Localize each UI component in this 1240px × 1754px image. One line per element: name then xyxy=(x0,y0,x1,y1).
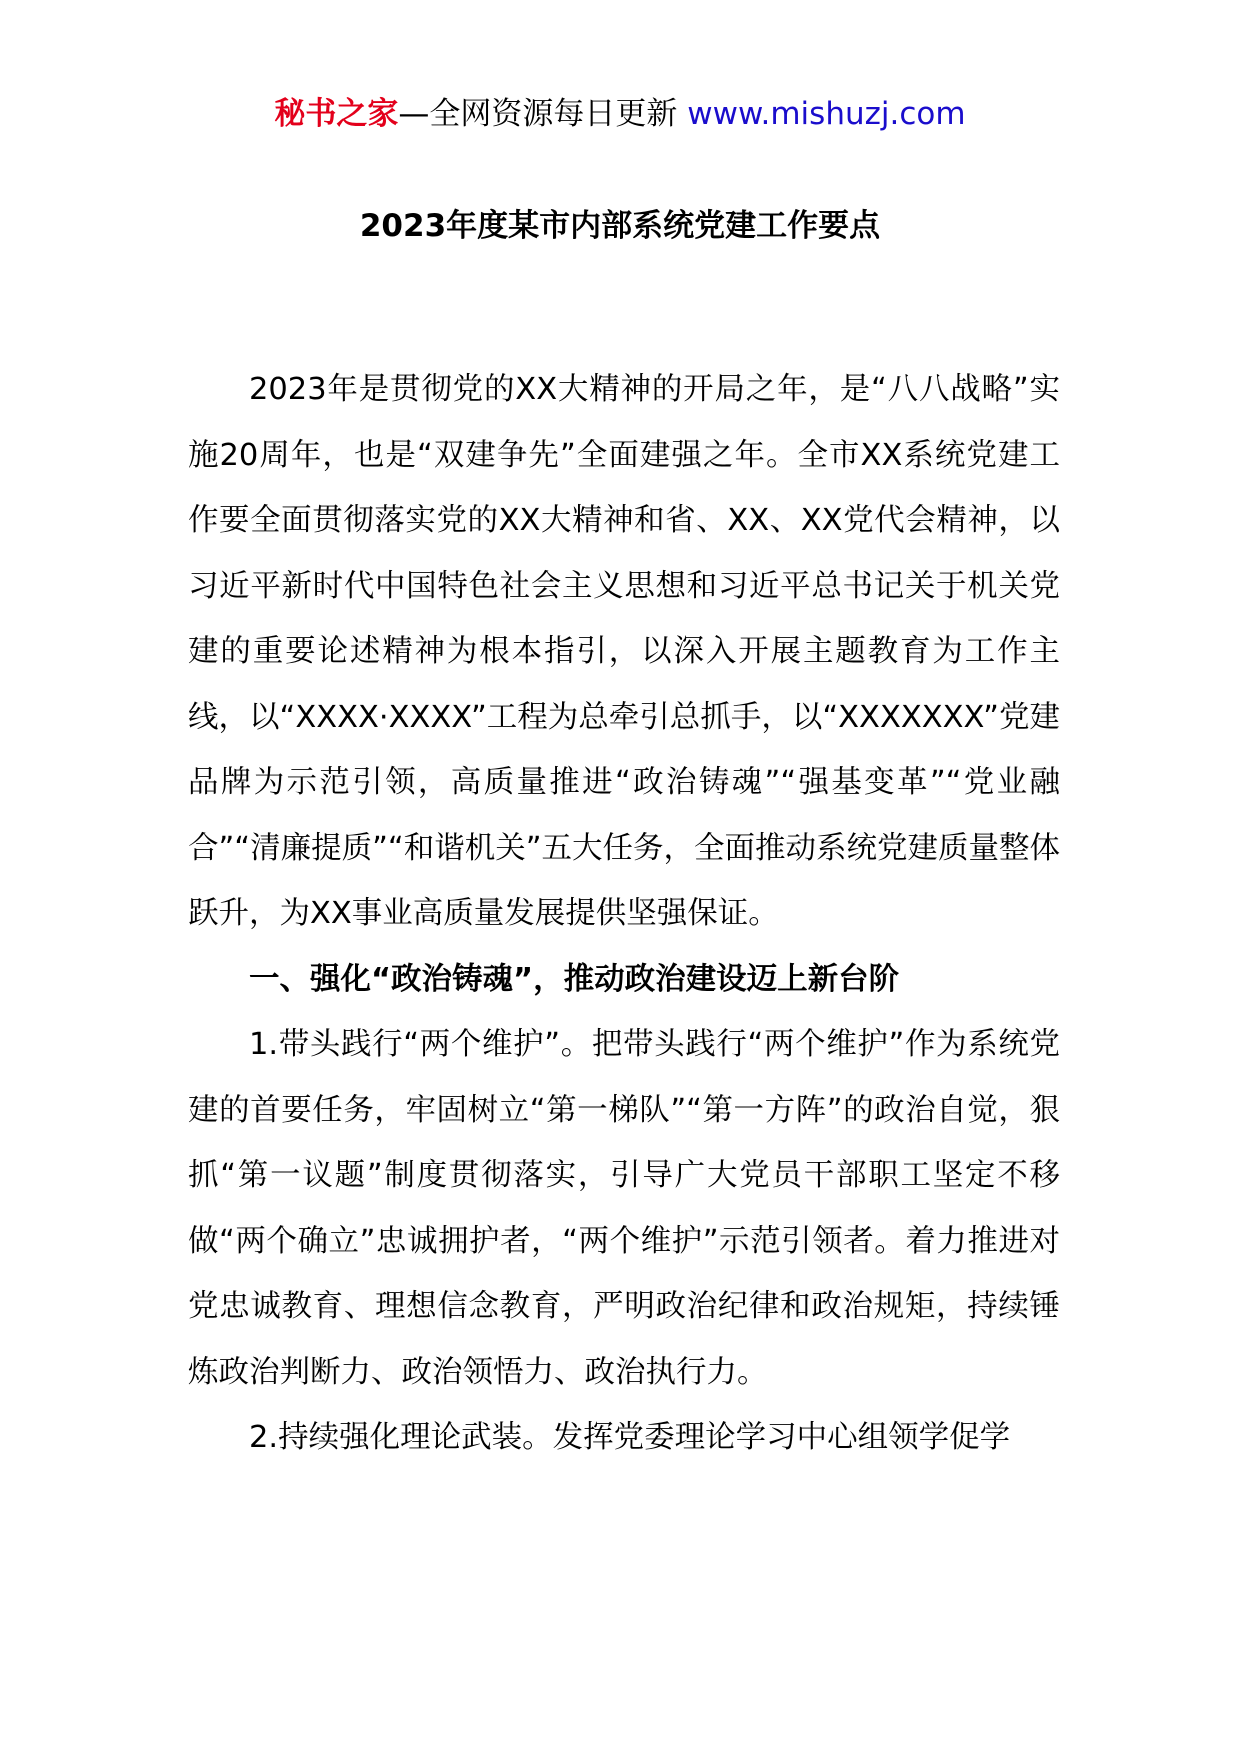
section-heading-1: 一、强化“政治铸魂”，推动政治建设迈上新台阶 xyxy=(249,961,900,997)
site-header xyxy=(0,94,1240,134)
site-url-link[interactable]: www.mishuzj.com xyxy=(687,96,966,132)
item-paragraph-2: 2.持续强化理论武装。发挥党委理论学习中心组领学促学 xyxy=(249,1420,1011,1455)
document-title: 2023年度某市内部系统党建工作要点 xyxy=(359,208,881,244)
brand-name: 秘书之家 xyxy=(274,96,399,132)
document-body xyxy=(188,357,1060,1471)
item-paragraph-1: 1.带头践行“两个维护”。把带头践行“两个维护”作为系统党建的首要任务，牢固树立“第一梯队”“第一方阵”的政治自觉，狠抓“第一议题”制度贯彻落实，引导广大党员干部职工坚定不移做“两个确立”忠诚拥护者，“两个维护”示范引领者。着力推进对党忠诚教育、理想信念教育，严明政治纪律和政治规矩，持续锤炼政治判断力、政治领悟力、政治执行力。 xyxy=(188,1027,1060,1390)
intro-paragraph: 2023年是贯彻党的XX大精神的开局之年，是“八八战略”实施20周年，也是“双建争先”全面建强之年。全市XX系统党建工作要全面贯彻落实党的XX大精神和省、XX、XX党代会精神，以习近平新时代中国特色社会主义思想和习近平总书记关于机关党建的重要论述精神为根本指引，以深入开展主题教育为工作主线，以“XXXX·XXXX”工程为总牵引总抓手，以“XXXXXXX”党建品牌为示范引领，高质量推进“政治铸魂”“强基变革”“党业融合”“清廉提质”“和谐机关”五大任务，全面推动系统党建质量整体跃升，为XX事业高质量发展提供坚强保证。 xyxy=(188,372,1061,931)
header-tagline: —全网资源每日更新 xyxy=(398,96,678,132)
